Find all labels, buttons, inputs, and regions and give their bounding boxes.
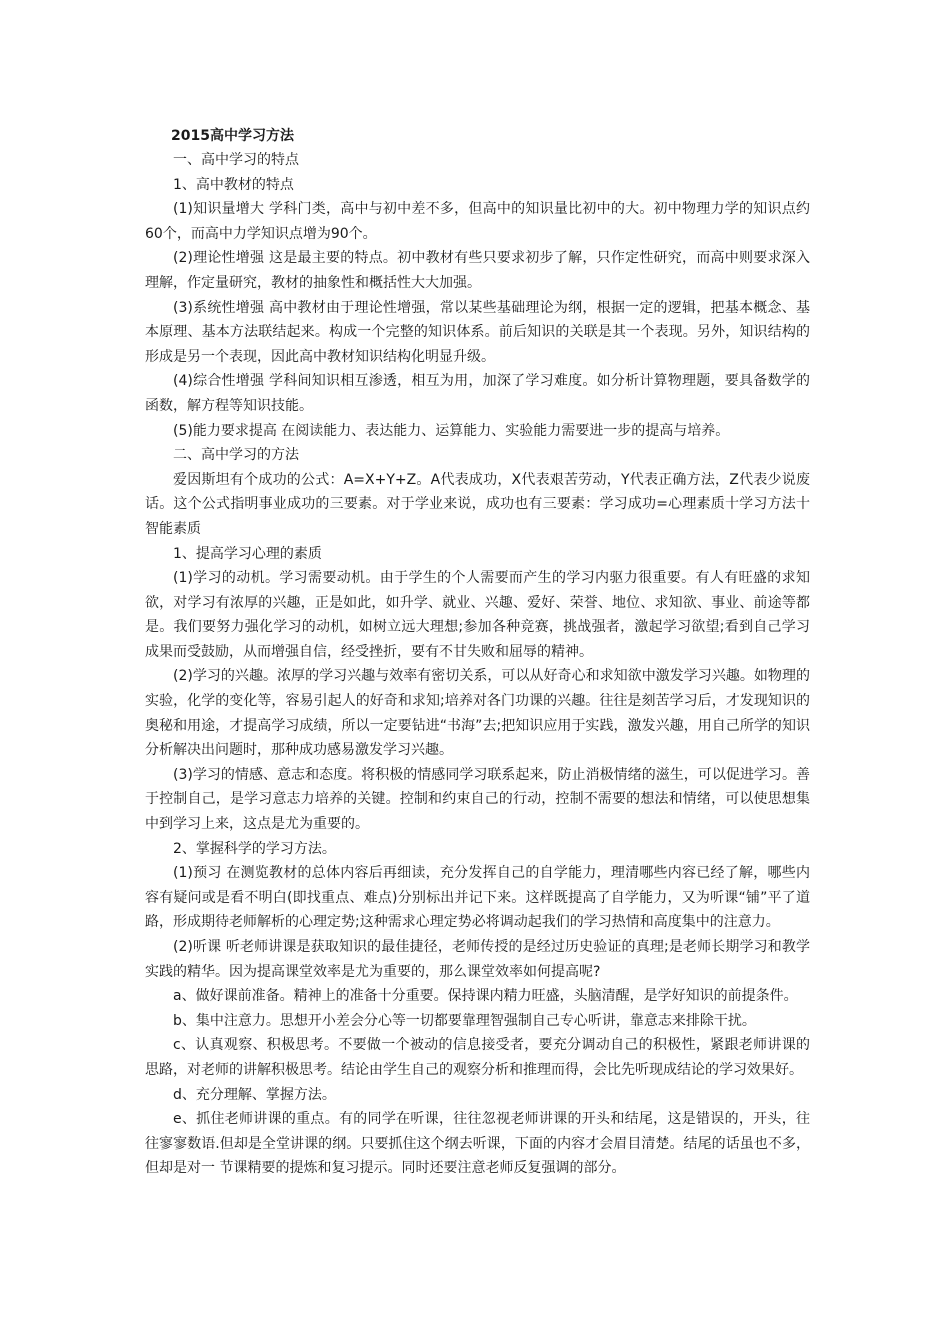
- document-page: [145, 124, 810, 1181]
- paragraph: (2)理论性增强 这是最主要的特点。初中教材有些只要求初步了解，只作定性研究，而高中则要求深入理解，作定量研究，教材的抽象性和概括性大大加强。: [145, 250, 810, 291]
- paragraph: e、抓住老师讲课的重点。有的同学在听课，往往忽视老师讲课的开头和结尾，这是错误的，开头，往往寥寥数语.但却是全堂讲课的纲。只要抓住这个纲去听课，下面的内容才会眉目清楚。结尾的话虽也不多，但却是对一 节课精要的提炼和复习提示。同时还要注意老师反复强调的部分。: [145, 1111, 810, 1177]
- paragraph: (1)学习的动机。学习需要动机。由于学生的个人需要而产生的学习内驱力很重要。有人有旺盛的求知欲，对学习有浓厚的兴趣，正是如此，如升学、就业、兴趣、爱好、荣誉、地位、求知欲、事业、前途等都是。我们要努力强化学习的动机，如树立远大理想;参加各种竞赛，挑战强者，激起学习欲望;看到自己学习成果而受鼓励，从而增强自信，经受挫折，要有不甘失败和屈辱的精神。: [145, 570, 810, 660]
- subsection-heading: 1、高中教材的特点: [173, 176, 294, 193]
- paragraph: (2)听课 听老师讲课是获取知识的最佳捷径，老师传授的是经过历史验证的真理;是老师长期学习和教学实践的精华。因为提高课堂效率是尤为重要的，那么课堂效率如何提高呢?: [145, 939, 810, 980]
- paragraph: (5)能力要求提高 在阅读能力、表达能力、运算能力、实验能力需要进一步的提高与培养。: [173, 422, 730, 439]
- paragraph: (4)综合性增强 学科间知识相互渗透，相互为用，加深了学习难度。如分析计算物理题，要具备数学的函数，解方程等知识技能。: [145, 373, 810, 414]
- section-heading: 一、高中学习的特点: [173, 152, 299, 168]
- section-heading: 二、高中学习的方法: [173, 447, 299, 464]
- document-title: 2015高中学习方法: [171, 128, 294, 144]
- subsection-heading: 2、掌握科学的学习方法。: [173, 840, 336, 857]
- paragraph: (3)学习的情感、意志和态度。将积极的情感同学习联系起来，防止消极情绪的滋生，可以促进学习。善于控制自己，是学习意志力培养的关键。控制和约束自己的行动，控制不需要的想法和情绪，可以使思想集中到学习上来，这点是尤为重要的。: [145, 766, 810, 833]
- paragraph: (1)预习 在测览教材的总体内容后再细读，充分发挥自己的自学能力，理清哪些内容已经了解，哪些内容有疑问或是看不明白(即找重点、难点)分别标出并记下来。这样既提高了自学能力，又为听课“铺”平了道路，形成期待老师解析的心理定势;这种需求心理定势必将调动起我们的学习热情和高度集中的注意力。: [145, 865, 810, 931]
- paragraph: b、集中注意力。思想开小差会分心等一切都要靠理智强制自己专心听讲，靠意志来排除干扰。: [173, 1012, 756, 1029]
- paragraph: (2)学习的兴趣。浓厚的学习兴趣与效率有密切关系，可以从好奇心和求知欲中激发学习兴趣。如物理的实验，化学的变化等，容易引起人的好奇和求知;培养对各门功课的兴趣。往往是刻苦学习后，才发现知识的奥秘和用途，才提高学习成绩，所以一定要钻进“书海”去;把知识应用于实践，激发兴趣，用自己所学的知识分析解决出问题时，那种成功感易激发学习兴趣。: [145, 668, 810, 759]
- paragraph: a、做好课前准备。精神上的准备十分重要。保持课内精力旺盛，头脑清醒，是学好知识的前提条件。: [173, 988, 798, 1005]
- paragraph: (3)系统性增强 高中教材由于理论性增强，常以某些基础理论为纲，根据一定的逻辑，把基本概念、基本原理、基本方法联结起来。构成一个完整的知识体系。前后知识的关联是其一个表现。另外，知识结构的形成是另一个表现，因此高中教材知识结构化明显升级。: [145, 299, 810, 365]
- paragraph: d、充分理解、掌握方法。: [173, 1086, 336, 1103]
- paragraph: (1)知识量增大 学科门类，高中与初中差不多，但高中的知识量比初中的大。初中物理力学的知识点约60个，而高中力学知识点增为90个。: [145, 201, 810, 242]
- paragraph: 爱因斯坦有个成功的公式：A=X+Y+Z。A代表成功，X代表艰苦劳动，Y代表正确方法，Z代表少说废话。这个公式指明事业成功的三要素。对于学业来说，成功也有三要素：学习成功=心理素质十学习方法十智能素质: [145, 471, 810, 537]
- paragraph: c、认真观察、积极思考。不要做一个被动的信息接受者，要充分调动自己的积极性，紧跟老师讲课的思路，对老师的讲解积极思考。结论由学生自己的观察分析和推理而得，会比先听现成结论的学习效果好。: [145, 1037, 810, 1078]
- subsection-heading: 1、提高学习心理的素质: [173, 545, 322, 562]
